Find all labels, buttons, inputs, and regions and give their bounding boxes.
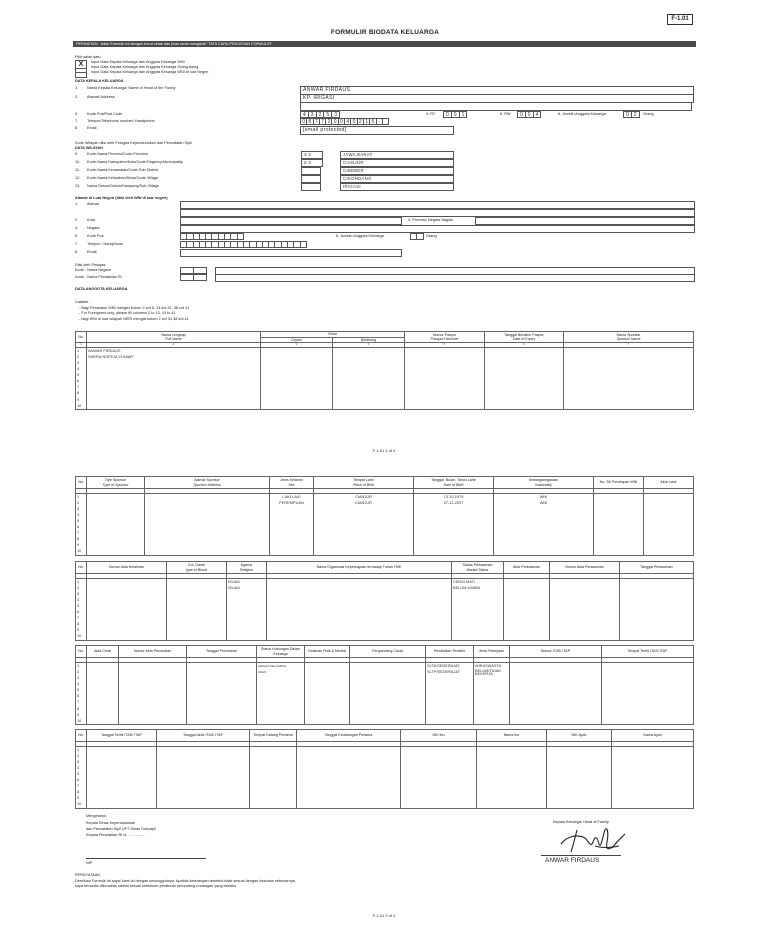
- abroad-country-field[interactable]: [180, 225, 695, 233]
- officer-country-code[interactable]: [180, 267, 206, 274]
- region-row-11: 11. Kode-Nama Kecamatan/Code-Sub District: [75, 168, 159, 172]
- official-line-3: Kepala Perwakilan RI di .................: [86, 833, 146, 837]
- abroad-city-field[interactable]: [180, 217, 402, 225]
- official-signature-line: [86, 858, 206, 859]
- head-address-field-2[interactable]: [300, 102, 692, 111]
- signature-icon: [555, 822, 635, 856]
- notice-bar: PERHATIAN : Isilah Formulir ini dengan huruf cetak dan jelas serta mengikuti "TATA CARA PENGISIAN FORMULIR": [73, 41, 696, 47]
- member-name-1: ANWAR FIRDAUS: [87, 347, 261, 354]
- district-name-field[interactable]: CIBEBER: [340, 167, 454, 175]
- rw-cells[interactable]: 0 0 4: [517, 111, 540, 118]
- head-address-field[interactable]: KP. IRIGASI: [300, 94, 694, 103]
- abroad-row-7: 7. Telepon / Handphone: [75, 242, 124, 246]
- members-table-4: No. Akta Cerai Nomor Akta Perceraian Tanggal Perceraian Status Hubungan Dalam Keluarga Kelainan Fisik & Mental Penyandang Cacat Pendidikan Terakhir Jenis Pekerjaan Nomor ITAS/ ITAP Tempat Terbit ITAS/ ITAP 1 KEPALA KELUARGA SLTA/SEDERAJAT WIRASWASTA 2 ANAK SLTP/SEDERAJAT BELUM/TIDAK BEKERJA 3 4 5 6 7 8 9 10: [75, 645, 694, 725]
- note-2: - For Foreigners only, please fill columns 2 to 13, 15 to 41: [79, 311, 176, 315]
- officer-embassy-name[interactable]: [215, 274, 695, 282]
- region-row-9: 9. Kode-Nama Provinsi/Code-Province: [75, 152, 148, 156]
- notes-title: Catatan :: [75, 300, 91, 304]
- members-unit: Orang: [643, 112, 654, 116]
- postal-code-cells[interactable]: 4 3 2 5 3: [300, 111, 339, 118]
- abroad-section-title: Alamat di Luar Negeri (diisi oleh WNI di luar negeri): [75, 196, 168, 200]
- officer-embassy-code[interactable]: [180, 274, 206, 281]
- head-name-field[interactable]: ANWAR FIRDAUS: [300, 86, 694, 95]
- regency-name-field[interactable]: CIANJUR: [340, 159, 454, 167]
- choose-option-box-3[interactable]: [75, 72, 87, 78]
- officer-intro: Diisi oleh Petugas: [75, 263, 106, 267]
- choose-label: Pilih salah satu:: [75, 55, 102, 59]
- choose-checkbox[interactable]: X: [75, 60, 87, 70]
- abroad-postcode-cells[interactable]: [180, 233, 243, 240]
- members-table-5: No. Tanggal Terbit ITAS/ ITAP Tanggal Akhir ITAS/ ITAP Tempat Datang Pertama Tanggal Kedatangan Pertama NIK Ibu Nama Ibu NIK Ayah Nama Ayah 1 2 3 4 5 6 7 8 9 10: [75, 729, 694, 809]
- rw-label: 5. RW: [500, 112, 511, 116]
- official-line-1: Kepala Dinas Kependudukan: [86, 821, 136, 825]
- note-1: - Bagi Penduduk WNI mengisi Kolom 2 s/d 6, 13 s/d 31, 38 s/d 41: [79, 306, 190, 310]
- members-table-3: No. Nomor Akta Kelahiran Gol. Darah type of Blood Agama Religion Nama Organisasi Kepercayaan terhadap Tuhan YME Status Perkawinan Marital Status Akta Perkawinan Nomor Akta Perkawinan Tanggal Perkawinan 1 ISLAM CERAI MATI 2 ISLAM BELUM KAWIN 3 4 5 6 7 8 9 10: [75, 561, 694, 641]
- abroad-row-2: 2. Kota: [75, 218, 95, 222]
- choose-option-3: Input Data Kepala Keluarga dan Anggota Keluarga WNI di luar Negeri: [91, 70, 209, 74]
- head-row-3: 3. Kode Pos/Post Code: [75, 112, 123, 116]
- region-row-12: 12. Kode-Nama Kelurahan/Desa/Code-Village: [75, 176, 159, 180]
- members-section-title: DATA ANGGOTA KELUARGA: [75, 287, 128, 291]
- village-code-field[interactable]: [301, 175, 321, 183]
- rt-label: 4. RT: [426, 112, 436, 116]
- district-code-field[interactable]: [301, 167, 321, 175]
- members-cells[interactable]: 0 2: [623, 111, 639, 118]
- choose-option-2: Input Data Kepala Keluarga dan Anggota Keluarga Orang Asing: [91, 65, 199, 69]
- abroad-phone-cells[interactable]: [180, 241, 306, 248]
- head-of-family-title: Kepala Keluarga/ Head of Family: [553, 820, 609, 824]
- head-row-2: 2. Alamat/ Address: [75, 95, 115, 99]
- subvillage-name-field[interactable]: IRIGASI: [340, 183, 454, 191]
- abroad-row-5: 5. Kode Pos: [75, 234, 104, 238]
- abroad-row-1: 1. Alamat: [75, 202, 99, 206]
- officer-row-embassy: Kode - Nama Perwakilan RI: [75, 275, 122, 279]
- nip-label: NIP: [86, 861, 93, 865]
- note-3: - bagi WNI di luar wilayah NKRI mengisi kolom 2 s/d 31,38 s/d 41: [79, 317, 189, 321]
- head-of-family-name: ANWAR FIRDAUS: [545, 857, 600, 864]
- phone-cells[interactable]: 0 8 7 7 2 0 0 4 0 2 1 5 -: [300, 118, 388, 125]
- head-row-1: 1. Nama Kepala Keluarga/ Name of Head of the Family: [75, 86, 176, 90]
- abroad-row-8: 8. Email: [75, 250, 97, 254]
- knowing-label: Mengetahui,: [86, 814, 107, 818]
- member-name-2: SHERA NOFEJA YUNIAR: [87, 354, 261, 360]
- form-code: F-1.01: [667, 14, 693, 25]
- region-row-13: 13. Nama Dusun/Dukuh/Kampung/Sub-Village: [75, 184, 159, 188]
- choose-option-1: Input Data Kepala Keluarga dan Anggota Keluarga WNI: [91, 60, 185, 64]
- region-section-title: DATA WILAYAH: [75, 146, 103, 150]
- abroad-province-label: 3. Provinsi/ Negara Bagian: [408, 218, 454, 222]
- abroad-address-field-2[interactable]: [180, 209, 695, 217]
- head-row-8: 8. Email: [75, 126, 97, 130]
- abroad-members-label: 6. Jumlah Anggota Keluarga: [336, 234, 384, 238]
- statement-title: PERNYATAAN: [75, 873, 100, 877]
- regency-code-field[interactable]: 0 3: [301, 159, 323, 167]
- subvillage-code-field[interactable]: [301, 183, 321, 191]
- rt-cells[interactable]: 0 0 1: [443, 111, 466, 118]
- email-field[interactable]: [email protected]: [300, 126, 454, 135]
- members-table-1: No. Nama Lengkap Full Name Gelar Nomor Paspor Passport Number Tanggal Berakhir Paspor Date of Expiry Nama Sponsor Sponsor Name Depan Belakang 1 2 3 4 5 6 7 1 ANWAR FIRDAUS 2 SHERA NOFEJA YUNIAR 3 4 5 6 7 8 9 10: [75, 331, 694, 410]
- head-row-7: 7. Telepon/Telephone number/ Handphone: [75, 119, 155, 123]
- head-section-title: DATA KEPALA KELUARGA: [75, 79, 124, 83]
- officer-row-country: Kode - Nama Negara: [75, 268, 111, 272]
- region-intro: Kode Wilayah diisi oleh Petugas Kependudukan dan Pencatatan Sipil: [75, 141, 192, 145]
- province-name-field[interactable]: JAWA BARAT: [340, 151, 454, 159]
- abroad-members-cells[interactable]: [410, 233, 423, 240]
- abroad-row-4: 4. Negara: [75, 226, 100, 230]
- abroad-email-field[interactable]: [180, 249, 402, 257]
- abroad-province-field[interactable]: [475, 217, 695, 225]
- page-number-1: F-1.01 1 of 2: [372, 448, 396, 453]
- province-code-field[interactable]: 3 2: [301, 151, 323, 159]
- statement-line-2: saya bersedia dikenakan sanksi sesuai ketentuan peraturan perundang-undangan yang berlaku.: [75, 884, 238, 888]
- region-row-10: 10. Kode-Nama Kabupaten/Kota/Code-Regency/Municipality: [75, 160, 183, 164]
- form-title: FORMULIR BIODATA KELUARGA: [330, 29, 440, 36]
- members-label: 6. Jumlah Anggota Keluarga: [558, 112, 606, 116]
- head-signature-line: [541, 855, 621, 856]
- abroad-members-unit: Orang: [426, 234, 437, 238]
- members-table-2: No. Tipe Sponsor Type of Sponsor Alamat Sponsor Sponsor Address Jenis Kelamin Sex Tempat Lahir Place of Birth Tanggal, Bulan, Tahun Lahir Date of Birth Kewarganegaraan Nationality No. SK Penetapan WNI Akta Lahir 1 LAKI-LAKI CIANJUR 13-10-1979 WNI 2 PEREMPUAN CIANJUR 07-11-2007 WNI 3 4 5 6 7 8 9 10: [75, 476, 694, 556]
- abroad-address-field[interactable]: [180, 201, 695, 209]
- statement-line-1: Demikian Formulir ini saya/ kami isi dengan sesungguhnya. Apabila keterangan tersebut tidak sesuai dengan keadaan sebenarnya,: [75, 879, 296, 883]
- official-line-2: dan Pencatatan Sipil UPT Dinas Dukcapil: [86, 827, 156, 831]
- page-number-2: F-1.01 2 of 2: [372, 913, 396, 918]
- village-name-field[interactable]: CIKONDANG: [340, 175, 454, 183]
